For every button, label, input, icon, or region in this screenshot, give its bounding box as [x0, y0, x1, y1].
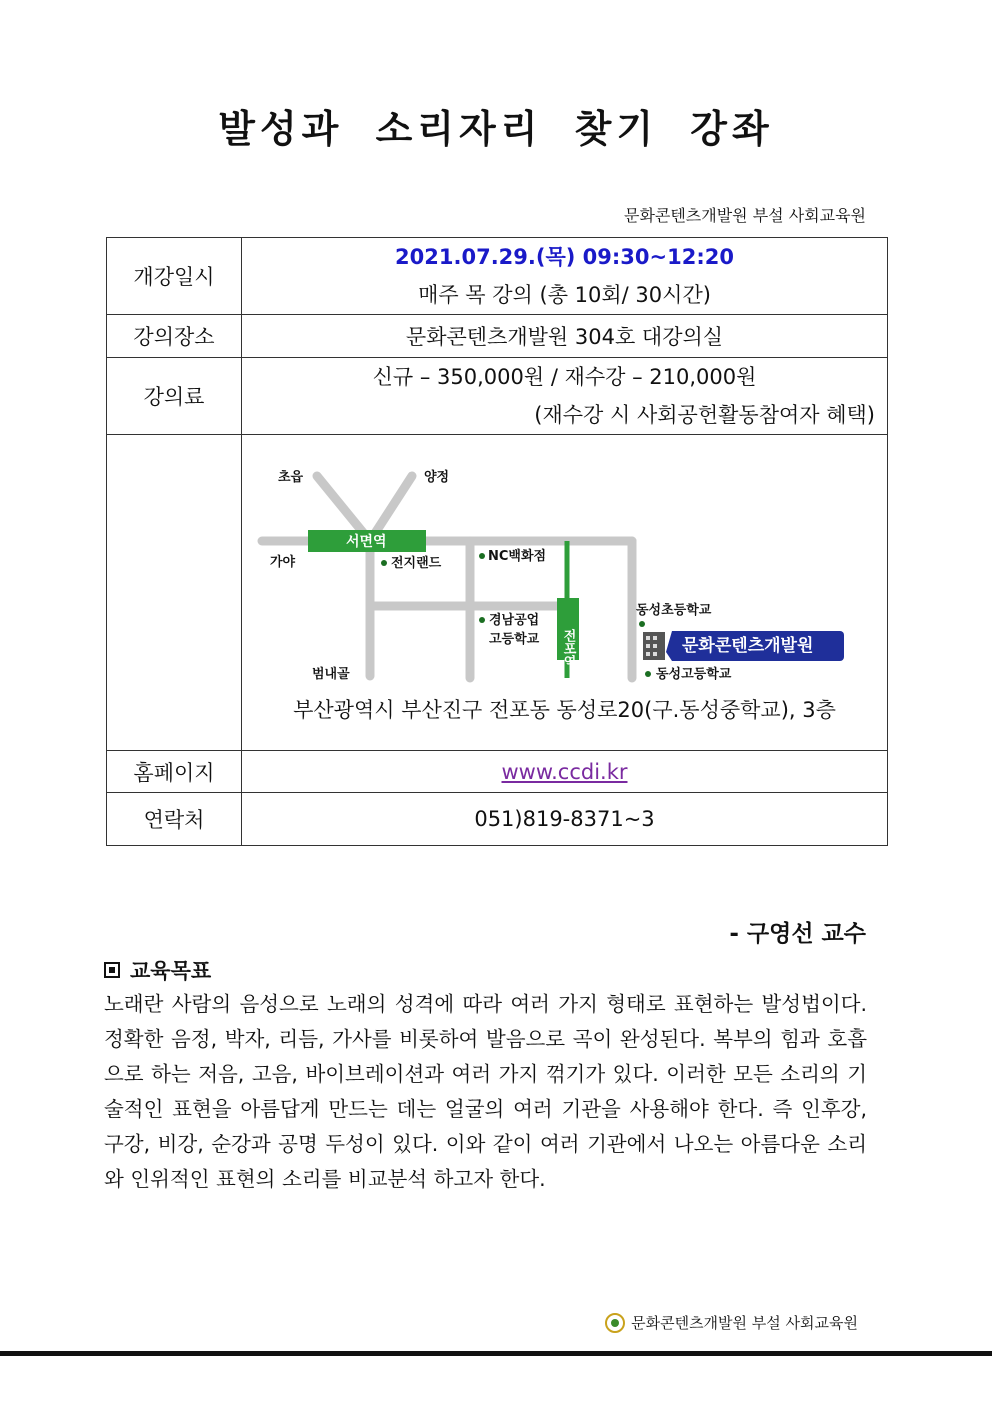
page-title: 발성과 소리자리 찾기 강좌	[218, 107, 774, 151]
label-high: 동성고등학교	[656, 666, 732, 682]
map-label-cell	[107, 435, 242, 751]
label-yangjeong: 양정	[424, 469, 450, 485]
label-jeonpo: 전포역	[560, 628, 576, 668]
location-map	[242, 436, 887, 750]
bullet-square-icon	[104, 962, 120, 978]
label-gaya: 가야	[270, 554, 296, 570]
section-heading-text: 교육목표	[130, 959, 212, 983]
label-ccdi: 문화콘텐츠개발원	[682, 635, 814, 656]
contact-value: 051)819-8371~3	[242, 793, 888, 846]
place-label: 강의장소	[107, 315, 242, 358]
fee-label: 강의료	[107, 358, 242, 435]
label-nc: NC백화점	[488, 548, 547, 564]
contact-label: 연락처	[107, 793, 242, 846]
dot-gyeongnam	[479, 617, 485, 623]
place-value: 문화콘텐츠개발원 304호 대강의실	[242, 315, 888, 358]
footer	[605, 1312, 858, 1333]
label-gyeongnam-2: 고등학교	[489, 631, 540, 647]
dot-jeonji	[381, 560, 387, 566]
label-elem: 동성초등학교	[636, 602, 712, 618]
fee-note: (재수강 시 사회공헌활동참여자 혜택)	[534, 403, 875, 427]
section-body: 노래란 사람의 음성으로 노래의 성격에 따라 여러 가지 형태로 표현하는 발성법이다. 정확한 음정, 박자, 리듬, 가사를 비롯하여 발음으로 곡이 완성된다. 복부의 힘과 호흡으로 하는 저음, 고음, 바이브레이션과 여러 가지 꺾기가 있다. 이러한 모든 소리의 기술적인 표현을 아름답게 만드는 데는 얼굴의 여러 기관을 사용해야 한다. 즉 인후강, 구강, 비강, 순강과 공명 두성이 있다. 이와 같이 여러 기관에서 나오는 아름다운 소리와 인위적인 표현의 소리를 비교분석 하고자 한다.	[104, 992, 867, 1191]
homepage-link[interactable]: www.ccdi.kr	[501, 759, 628, 784]
fee-cell	[242, 358, 888, 435]
date-label: 개강일시	[107, 238, 242, 315]
professor-name: - 구영선 교수	[729, 921, 866, 947]
organization-name: 문화콘텐츠개발원 부설 사회교육원	[623, 206, 866, 225]
label-choeup: 초읍	[278, 469, 304, 485]
dot-high	[645, 671, 651, 677]
homepage-cell	[242, 751, 888, 793]
section-heading	[104, 955, 211, 985]
schedule-value: 매주 목 강의 (총 10회/ 30시간)	[418, 283, 711, 307]
course-info-table	[106, 237, 888, 846]
fee-value: 신규 – 350,000원 / 재수강 – 210,000원	[372, 365, 757, 389]
homepage-label: 홈페이지	[107, 751, 242, 793]
footer-org-name: 문화콘텐츠개발원 부설 사회교육원	[631, 1314, 858, 1332]
date-cell	[242, 238, 888, 315]
label-gyeongnam-1: 경남공업	[489, 612, 540, 628]
building-icon	[643, 632, 665, 660]
label-jeonji: 전지랜드	[391, 555, 442, 571]
label-seomyeon: 서면역	[346, 533, 387, 550]
date-value: 2021.07.29.(목) 09:30~12:20	[395, 245, 734, 269]
dot-elem	[639, 621, 645, 627]
bottom-rule	[0, 1351, 992, 1356]
org-logo-icon	[605, 1313, 625, 1333]
address: 부산광역시 부산진구 전포동 동성로20(구.동성중학교), 3층	[293, 697, 836, 722]
dot-nc	[479, 553, 485, 559]
map-cell	[242, 435, 888, 751]
label-beomnaegol: 범내골	[312, 666, 350, 682]
